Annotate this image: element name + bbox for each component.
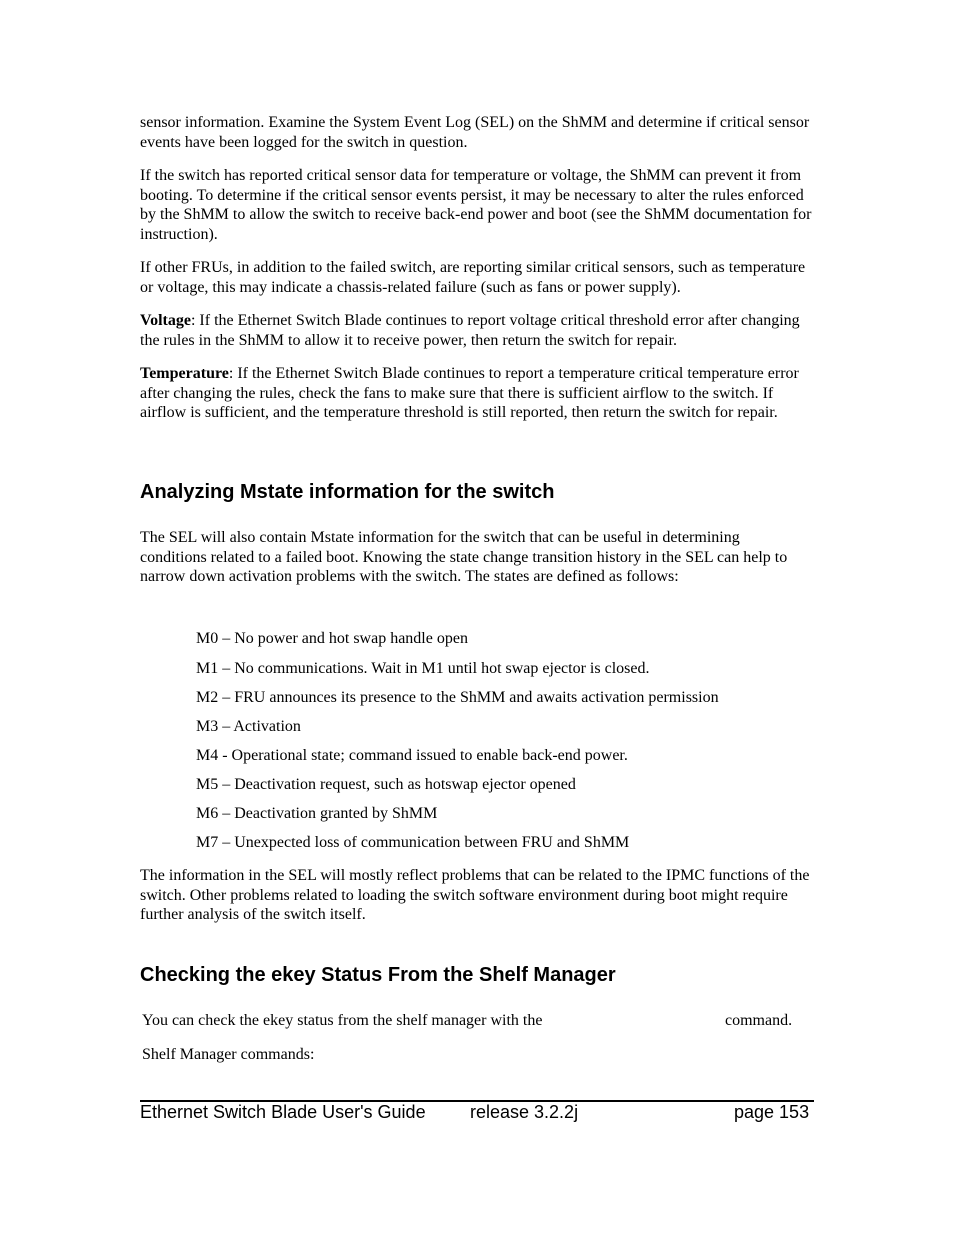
footer-title: Ethernet Switch Blade User's Guide <box>140 1102 426 1122</box>
footer-page-number: page 153 <box>734 1102 810 1122</box>
list-item: M0 – No power and hot swap handle open <box>196 630 468 647</box>
temperature-text: : If the Ethernet Switch Blade continues to report a temperature critical temperature error after changing the rules, check the fans to make sure that there is sufficient airflow to the switch. If airflow is sufficient, and the temperature threshold is still reported, then return the switch for repair. <box>140 365 799 422</box>
list-item: M5 – Deactivation request, such as hotswap ejector opened <box>196 776 576 793</box>
voltage-text: : If the Ethernet Switch Blade continues to report voltage critical threshold error after changing the rules in the ShMM to allow it to receive power, then return the switch for repair. <box>140 312 800 349</box>
footer-release: release 3.2.2j <box>470 1102 579 1122</box>
section-heading-ekey: Checking the ekey Status From the Shelf Manager <box>140 964 616 986</box>
list-item: M1 – No communications. Wait in M1 until hot swap ejector is closed. <box>196 660 650 677</box>
list-item: M2 – FRU announces its presence to the ShMM and awaits activation permission <box>196 689 719 706</box>
temperature-label: Temperature <box>140 365 229 382</box>
paragraph-mstate-intro: The SEL will also contain Mstate information for the switch that can be useful in determining conditions related to a failed boot. Knowing the state change transition history in the SEL can help to narrow down activation problems with the switch. The states are defined as follows: <box>140 529 788 586</box>
paragraph-shelf-commands: Shelf Manager commands: <box>142 1046 315 1063</box>
list-item: M7 – Unexpected loss of communication between FRU and ShMM <box>196 834 630 851</box>
section-heading-mstate: Analyzing Mstate information for the switch <box>140 481 555 503</box>
paragraph-sensor-info: sensor information. Examine the System Event Log (SEL) on the ShMM and determine if critical sensor events have been logged for the switch in question. <box>140 114 810 151</box>
paragraph-critical-sensor: If the switch has reported critical sensor data for temperature or voltage, the ShMM can prevent it from booting. To determine if the critical sensor events persist, it may be necessary to alter the rules enforced by the ShMM to allow the switch to receive back-end power and boot (see the ShMM documentation for instruction). <box>140 167 812 243</box>
list-item: M3 – Activation <box>196 718 301 735</box>
list-item: M4 - Operational state; command issued to enable back-end power. <box>196 747 628 764</box>
paragraph-ekey-check: You can check the ekey status from the shelf manager with the <box>142 1012 543 1029</box>
list-item: M6 – Deactivation granted by ShMM <box>196 805 438 822</box>
paragraph-voltage <box>140 311 820 350</box>
paragraph-temperature <box>140 364 820 423</box>
paragraph-ekey-command-suffix: command. <box>725 1012 793 1029</box>
voltage-label: Voltage <box>140 312 191 329</box>
paragraph-sel-info: The information in the SEL will mostly reflect problems that can be related to the IPMC functions of the switch. Other problems related to loading the switch software environment during boot might require further analysis of the switch itself. <box>140 867 810 924</box>
paragraph-other-frus: If other FRUs, in addition to the failed switch, are reporting similar critical sensors, such as temperature or voltage, this may indicate a chassis-related failure (such as fans or power supply). <box>140 259 806 296</box>
